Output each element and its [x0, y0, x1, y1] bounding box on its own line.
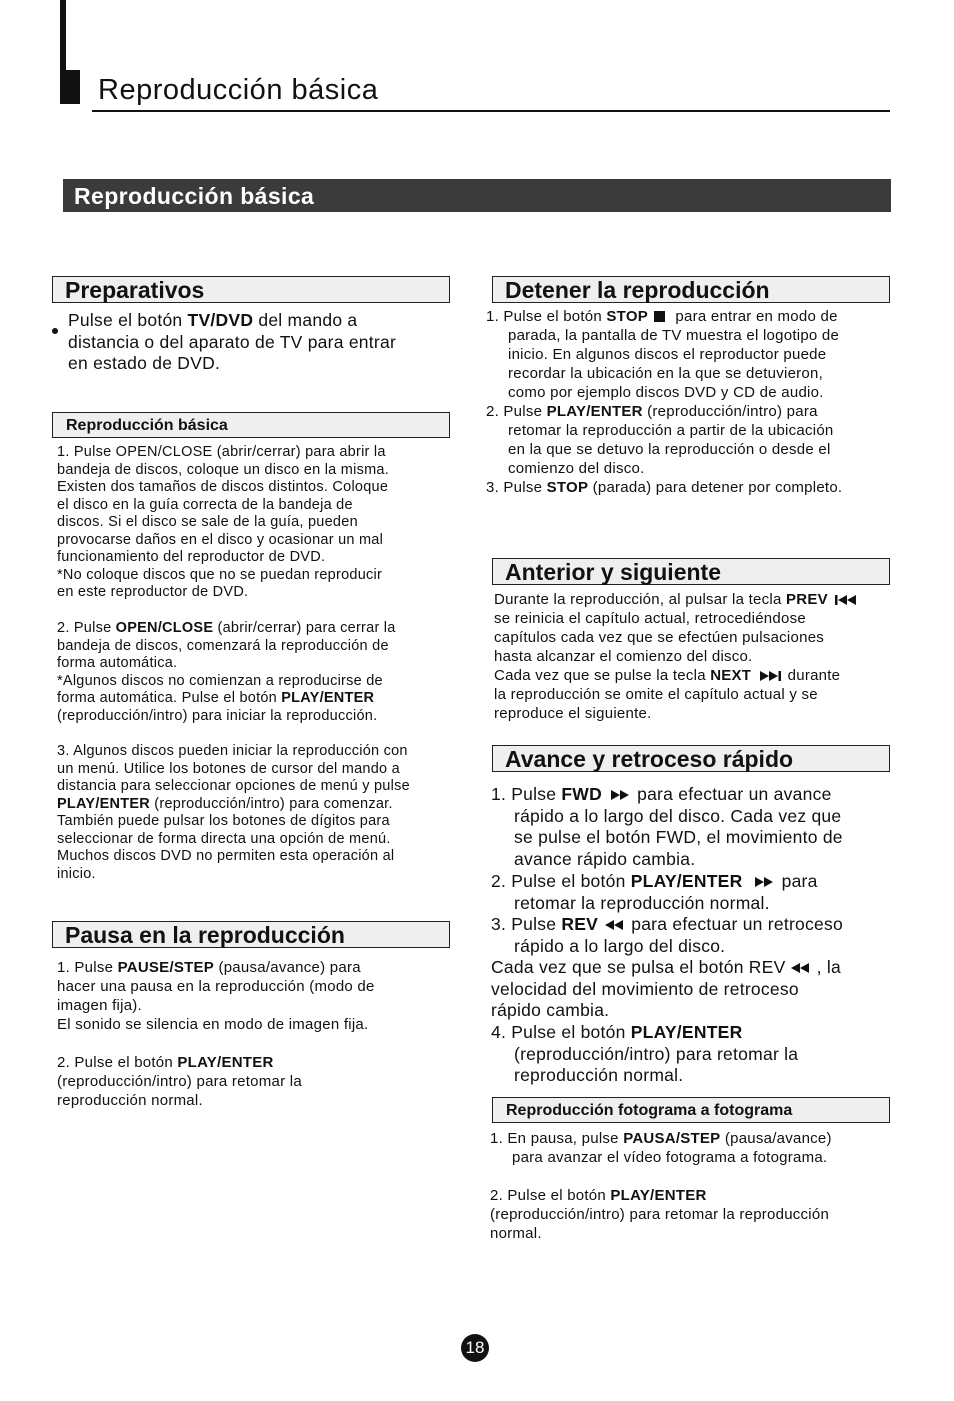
heading-avance: Avance y retroceso rápido [492, 745, 890, 772]
section-banner: Reproducción básica [63, 179, 891, 212]
avance-item-3: 3. Pulse REV para efectuar un retroceso rápido a lo largo del disco. [491, 914, 843, 956]
page-number: 18 [461, 1334, 489, 1362]
heading-fotograma: Reproducción fotograma a fotograma [492, 1097, 890, 1123]
reproduccion-item-3: 3. Algunos discos pueden iniciar la reproducción con un menú. Utilice los botones de cursor del mando a distancia para seleccionar opciones de menú y pulse PLAY/ENTER (reproducción/intro) para comenzar. También puede pulsar los botones de dígitos para seleccionar de forma directa una opción de menú. Muchos discos DVD no permiten esta operación al inicio. [57, 743, 410, 882]
fotograma-item-1: 1. En pausa, pulse PAUSA/STEP (pausa/avance) para avanzar el vídeo fotograma a fotograma. [490, 1130, 832, 1166]
heading-reproduccion-basica: Reproducción básica [52, 412, 450, 438]
avance-paragraph: Cada vez que se pulsa el botón REV , la velocidad del movimiento de retroceso rápido cambia. [491, 957, 841, 1021]
heading-preparativos: Preparativos [52, 276, 450, 303]
page-title: Reproducción básica [98, 74, 379, 106]
detener-item-3: 3. Pulse STOP (parada) para detener por completo. [486, 479, 843, 496]
title-rule [92, 110, 890, 112]
reproduccion-item-2: 2. Pulse OPEN/CLOSE (abrir/cerrar) para cerrar la bandeja de discos, comenzará la reproducción de forma automática. *Algunos discos no comienzan a reproducirse de forma automática. Pulse el botón PLAY/ENTER (reproducción/intro) para iniciar la reproducción. [57, 620, 396, 724]
header-bar-thin [60, 0, 66, 70]
avance-item-4: 4. Pulse el botón PLAY/ENTER (reproducción/intro) para retomar la reproducción normal. [491, 1022, 799, 1086]
avance-item-1: 1. Pulse FWD para efectuar un avance rápido a lo largo del disco. Cada vez que se pulse el botón FWD, el movimiento de avance rápido cambia. [491, 784, 843, 870]
detener-item-1: 1. Pulse el botón STOP para entrar en modo de parada, la pantalla de TV muestra el logotipo de inicio. En algunos discos el reproductor puede recordar la ubicación en la que se detuvieron, como por ejemplo discos DVD y CD de audio. [486, 308, 840, 401]
reproduccion-item-1: 1. Pulse OPEN/CLOSE (abrir/cerrar) para abrir la bandeja de discos, coloque un disco en la misma. Existen dos tamaños de discos distintos. Coloque el disco en la guía correcta de la bandeja de discos. Si el disco se sale de la guía, pueden provocarse daños en el disco y ocasionar un mal funcionamiento del reproductor de DVD. *No coloque discos que no se puedan reproducir en este reproductor de DVD. [57, 444, 389, 600]
heading-detener: Detener la reproducción [492, 276, 890, 303]
stop-icon [654, 311, 665, 322]
fast-forward-icon [610, 789, 632, 801]
pausa-item-2: 2. Pulse el botón PLAY/ENTER (reproducción/intro) para retomar la reproducción normal. [57, 1054, 302, 1109]
rewind-icon [604, 919, 626, 931]
prev-icon [834, 594, 858, 606]
preparativos-text: Pulse el botón TV/DVD del mando a distancia o del aparato de TV para entrar en estado de DVD. [68, 310, 397, 374]
header-bar-block [60, 70, 80, 104]
play-forward-icon [754, 876, 776, 888]
heading-anterior: Anterior y siguiente [492, 558, 890, 585]
anterior-text: Durante la reproducción, al pulsar la tecla PREV se reinicia el capítulo actual, retrocediéndose capítulos cada vez que se efectúen pulsaciones hasta alcanzar el comienzo del disco. Cada vez que se pulse la tecla NEXT durante la reproducción se omite el capítulo actual y se reproduce el siguiente. [494, 590, 914, 723]
pausa-item-1: 1. Pulse PAUSE/STEP (pausa/avance) para hacer una pausa en la reproducción (modo de imagen fija). El sonido se silencia en modo de imagen fija. [57, 959, 375, 1033]
fotograma-item-2: 2. Pulse el botón PLAY/ENTER (reproducción/intro) para retomar la reproducción normal. [490, 1187, 830, 1242]
rewind-icon-2 [790, 962, 812, 974]
heading-pausa: Pausa en la reproducción [52, 921, 450, 948]
next-icon [759, 670, 783, 682]
bullet-dot [52, 328, 58, 334]
avance-item-2: 2. Pulse el botón PLAY/ENTER para retomar la reproducción normal. [491, 871, 818, 913]
detener-item-2: 2. Pulse PLAY/ENTER (reproducción/intro) para retomar la reproducción a partir de la ubicación en la que se detuvo la reproducción o desde el comienzo del disco. [486, 403, 834, 477]
